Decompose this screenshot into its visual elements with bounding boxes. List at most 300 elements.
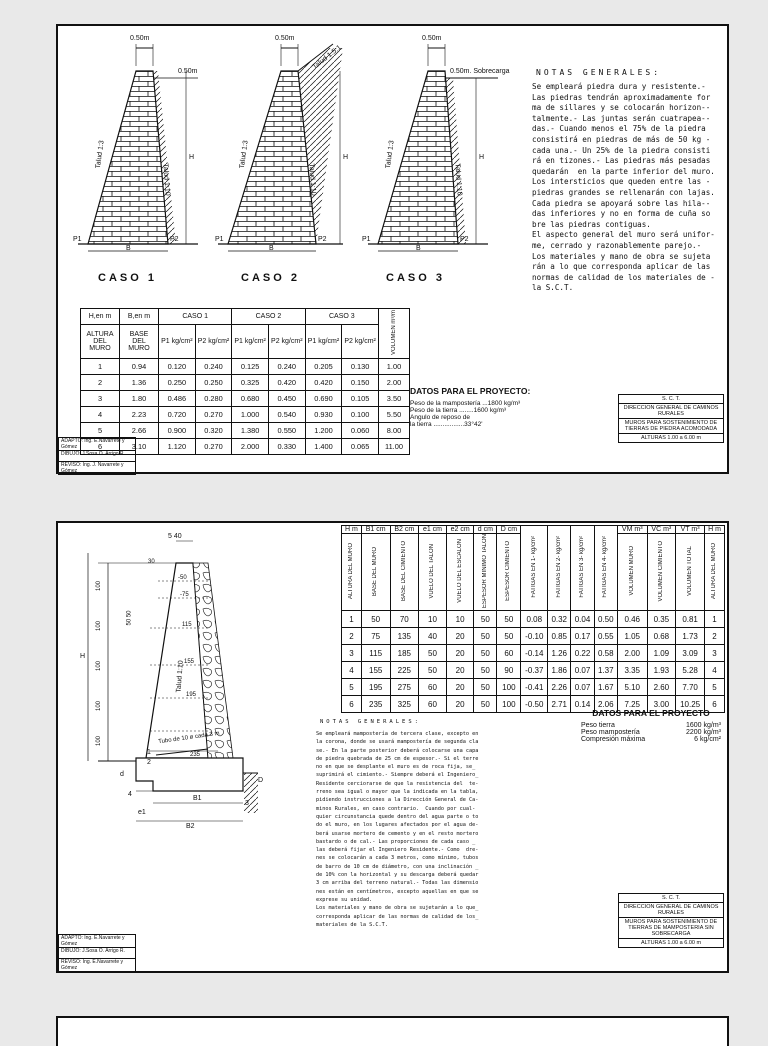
table-cell: 0.04 xyxy=(571,611,594,628)
signature-name: Ing. E.Navarrete y Gómez xyxy=(61,438,125,450)
table-cell: 0.550 xyxy=(268,423,305,439)
notes-title-2: NOTAS GENERALES: xyxy=(320,719,421,725)
table-cell: 5.50 xyxy=(379,407,410,423)
table-cell: 6 xyxy=(342,696,362,713)
table-cell: 0.540 xyxy=(268,407,305,423)
table-cell: 0.58 xyxy=(594,645,617,662)
table-cell: 5 xyxy=(705,679,725,696)
table-cell: -0.37 xyxy=(521,662,548,679)
dim-100-c: 100 xyxy=(96,660,103,672)
table-cell: 0.250 xyxy=(195,375,232,391)
table-row xyxy=(342,611,725,628)
table-cell: 3 xyxy=(342,645,362,662)
table-cell: 7.70 xyxy=(676,679,705,696)
table-cell: 115 xyxy=(361,645,390,662)
table-cell: 0.320 xyxy=(195,423,232,439)
table-cell: 90 xyxy=(497,662,521,679)
table-cell: 0.32 xyxy=(548,611,571,628)
point-3: 3 xyxy=(245,800,249,807)
b-label-3: B xyxy=(416,245,421,252)
notes-title-1: NOTAS GENERALES: xyxy=(536,68,662,77)
table-cell: 235 xyxy=(361,696,390,713)
table-header-cell: P1 kg/cm² xyxy=(305,325,342,359)
tubo-label: Tubo de 10 ø cada 3 m xyxy=(157,730,220,746)
signature-block-1 xyxy=(58,437,136,475)
table-header-row xyxy=(81,309,410,325)
table-cell: 1.000 xyxy=(232,407,269,423)
table-cell: -0.10 xyxy=(521,628,548,645)
table-header-cell: CASO 3 xyxy=(305,309,378,325)
table-cell: 0.060 xyxy=(342,423,379,439)
title-block-1 xyxy=(618,394,724,443)
table-header-cell xyxy=(676,534,705,611)
table-header-cell: P1 kg/cm² xyxy=(232,325,269,359)
title-block-range: ALTURAS 1.00 a 6.00 m xyxy=(640,940,702,946)
table-cell: 50 xyxy=(474,628,497,645)
table-header-label: VUELO DEL ESCALON xyxy=(456,539,463,603)
b-label-1: B xyxy=(126,245,131,252)
table-cell: 0.130 xyxy=(342,359,379,375)
table-cell: 2 xyxy=(81,375,120,391)
table-cell: 2 xyxy=(342,628,362,645)
table-cell: 10 xyxy=(446,611,474,628)
notes-body-1: Se empleará piedra dura y resistente.- Las piedras tendrán aproximadamente for ma de sillares y se colocarán horizon-- talmente.- Las juntas serán cuatrapea-- das.- Cuando menos el 75% de la piedra consistirá en piedras de más de 50 kg - cada una.- Un 25% de la piedra consisti rá en tizones.- Las piedras más pesadas quedarán en la parte inferior del muro. Los intersticios que queden entre las - piedras grandes se rellenarán con lajas. Cada piedra se apoyará sobre las hila-- das inferiores y no en forma de cuña so bre las piedras contiguas. El aspecto general del muro será unifor- me, cerrado y razonablemente parejo.- Los materiales y mano de obra se sujeta rán a lo que corresponda aplicar de las normas de calidad de los materiales de - la S.C.T. xyxy=(532,82,715,293)
signature-row xyxy=(59,462,136,475)
talud-front-label-1: Talud 1:3 xyxy=(94,139,106,170)
table-header-label: VOLUMEN CIMIENTO xyxy=(657,540,664,602)
table-header-cell: BASE DEL MURO xyxy=(120,325,159,359)
table-cell: 5.28 xyxy=(676,662,705,679)
table-cell: 0.420 xyxy=(305,375,342,391)
title-block-sct: S. C. T. xyxy=(619,395,723,404)
point-1: 1 xyxy=(147,749,151,756)
table-cell: 0.720 xyxy=(159,407,196,423)
dim-top-width-2: 0.50m xyxy=(275,35,295,42)
table-header-cell xyxy=(594,526,617,611)
datos-proyecto-1 xyxy=(410,386,590,428)
signature-name: Ing. E.Navarrete y Gómez xyxy=(61,935,125,947)
table-cell: 1.86 xyxy=(548,662,571,679)
table-cell: 50 xyxy=(497,628,521,645)
p1-label-1: P1 xyxy=(73,236,82,243)
table-row xyxy=(342,645,725,662)
talud-front-label-3: Talud 1:3 xyxy=(384,139,396,170)
table-header-cell xyxy=(571,526,594,611)
tick-155: 155 xyxy=(184,659,195,665)
table-cell: 0.68 xyxy=(647,628,676,645)
table-header-cell: P2 kg/cm² xyxy=(342,325,379,359)
tick-75: -75 xyxy=(180,592,189,598)
table-cell: 50 xyxy=(474,679,497,696)
notes-body-2: Se empleará mampostería de tercera clase, excepto en la corona, donde se usará mampostería de segunda cla se.- En la parte posterior deberá colocarse una capa de piedra quebrada de 25 cm de espesor.- Si el terre no en que se desplante el muro es de roca fija, se_ suprimirá el cimiento.- Siempre deberá el Ingeniero_ Residente cerciorarse de que la resistencia del te- rreno sea igual o mayor que la indicada en la tabla, pidiendo instrucciones a la Dirección General de Ca- minos Rurales, en caso contrario. Cuando por cual- quier circunstancia quede dentro del agua parte o to do el muro, en los lugares afectados por el agua de- berá usarse mortero de cemento y en el resto mortero bastardo o de cal.- Las proporciones de cada caso _ las deberá fijar el Ingeniero Residente.- Como dre- nes se colocarán a cada 3 metros, como mínimo, tubos de barro de 10 cm de diámetro, con una inclinación _ de 10% con la horizontal y su descarga deberá quedar 3 cm arriba del terreno natural.- Todas las dimensio nes están en centímetros, excepto aquellas en que se exprese su unidad. Los materiales y mano de obra se sujetarán a lo que_ corresponda aplicar de las normas de calidad de los_ materiales de la S.C.T. xyxy=(316,731,479,928)
table-cell: 0.17 xyxy=(571,628,594,645)
table-header-cell xyxy=(419,534,447,611)
table-header-cell xyxy=(647,534,676,611)
title-block-direccion: DIRECCION GENERAL DE CAMINOS RURALES xyxy=(619,903,723,918)
table-cell: 0.205 xyxy=(305,359,342,375)
table-cell: 50 xyxy=(419,645,447,662)
signature-role: ADAPTO: xyxy=(61,438,83,444)
table-cell: 60 xyxy=(497,645,521,662)
table-cell: 50 xyxy=(419,662,447,679)
table-header-label: FATIGAS EN 3- kg/cm² xyxy=(579,536,586,598)
datos-proyecto-key: Peso mampostería xyxy=(581,729,640,736)
table-cell: 20 xyxy=(446,662,474,679)
p1-label-2: P1 xyxy=(215,236,224,243)
table-header-cell: H,en m xyxy=(81,309,120,325)
table-cell: 325 xyxy=(390,696,419,713)
table-header-cell: H m xyxy=(342,526,362,534)
datos-proyecto-lines xyxy=(581,722,721,743)
table-cell: 50 xyxy=(497,611,521,628)
table-cell: 11.00 xyxy=(379,439,410,455)
table-cell: 1.380 xyxy=(232,423,269,439)
table-cell: 135 xyxy=(390,628,419,645)
signature-name: Ing. J. Navarrete y Gómez xyxy=(61,462,124,474)
table-cell: 2.000 xyxy=(232,439,269,455)
table-header-cell: VM m³ xyxy=(617,526,647,534)
table-cell: -0.41 xyxy=(521,679,548,696)
table-cell: 0.46 xyxy=(617,611,647,628)
table-cell: 0.420 xyxy=(268,375,305,391)
dim-30: 30 xyxy=(148,559,155,565)
table-cell: 5 xyxy=(342,679,362,696)
dim-H: H xyxy=(80,653,86,660)
datos-proyecto-line xyxy=(581,722,721,729)
table-cell: 1.73 xyxy=(676,628,705,645)
dim-100-d: 100 xyxy=(96,700,103,712)
table-cell: 0.81 xyxy=(676,611,705,628)
table-cell: 0.85 xyxy=(548,628,571,645)
table-cell: 3.35 xyxy=(617,662,647,679)
table-header-label: FATIGAS EN 4- kg/cm² xyxy=(602,536,609,598)
talud-slope-label-2: Talud 1.5:1 xyxy=(311,44,343,71)
table-cell: -0.14 xyxy=(521,645,548,662)
signature-role: REVISO: xyxy=(61,462,82,468)
table-cell: 1.37 xyxy=(594,662,617,679)
table-cell: 20 xyxy=(446,628,474,645)
tick-235: 235 xyxy=(190,752,201,758)
signature-row xyxy=(59,451,136,462)
sobrecarga-label: 0.50m. Sobrecarga xyxy=(450,68,510,75)
table-header-cell: H m xyxy=(705,526,725,534)
table-cell: 2.66 xyxy=(120,423,159,439)
table-cell: 2.06 xyxy=(594,696,617,713)
tick-195: 195 xyxy=(186,692,197,698)
table-cell: 1.26 xyxy=(548,645,571,662)
table-cell: 155 xyxy=(361,662,390,679)
table-cell: 0.55 xyxy=(594,628,617,645)
table-cell: 1 xyxy=(705,611,725,628)
p2-label-3: P2 xyxy=(460,236,469,243)
table-cell: 0.065 xyxy=(342,439,379,455)
table-cell: 50 xyxy=(474,645,497,662)
table-cell: 70 xyxy=(390,611,419,628)
table-cell: 2.26 xyxy=(548,679,571,696)
table-cell: 20 xyxy=(446,679,474,696)
table-header-cell xyxy=(497,534,521,611)
table-cell: 3 xyxy=(81,391,120,407)
table-cell: 60 xyxy=(419,696,447,713)
table-header-cell xyxy=(548,526,571,611)
signature-role: REVISO: xyxy=(61,959,82,965)
datos-proyecto-line: Peso de la tierra ........1600 kg/m³ xyxy=(410,407,507,414)
table-cell: 1.00 xyxy=(379,359,410,375)
title-block-subject: MUROS PARA SOSTENIMIENTO DE TIERRAS DE MAMPOSTERIA SIN SOBRECARGA xyxy=(619,918,723,939)
signature-name: J.Sosa O. Arrigo R. xyxy=(82,451,125,457)
datos-proyecto-line xyxy=(581,736,721,743)
table-cell: 2 xyxy=(705,628,725,645)
table-header-cell: ALTURA DEL MURO xyxy=(81,325,120,359)
table-header-cell: D cm xyxy=(497,526,521,534)
table-cell: 100 xyxy=(497,679,521,696)
table-cell: 8.00 xyxy=(379,423,410,439)
talud-front-label-2: Talud 1:3 xyxy=(238,139,250,170)
title-block-range: ALTURAS 1.00 a 6.00 m xyxy=(640,435,702,441)
table-cell: 1.80 xyxy=(120,391,159,407)
table-header-cell xyxy=(361,534,390,611)
drawing-sheet-1 xyxy=(56,24,729,474)
table-cell: 0.07 xyxy=(571,662,594,679)
table-cell: 0.07 xyxy=(571,679,594,696)
dim-e1: e1 xyxy=(138,809,146,816)
table-cell: 2.23 xyxy=(120,407,159,423)
table-cell: 0.680 xyxy=(232,391,269,407)
datos-proyecto-line: Angulo de reposo de xyxy=(410,414,470,421)
datos-proyecto-title: DATOS PARA EL PROYECTO xyxy=(592,708,710,718)
table-header-label: ALTURA DEL MURO xyxy=(347,543,354,600)
table-header-cell xyxy=(705,534,725,611)
table-cell: 195 xyxy=(361,679,390,696)
datos-proyecto-title: DATOS PARA EL PROYECTO: xyxy=(410,386,531,396)
signature-role: DIBUJO: xyxy=(61,451,81,457)
wall-caso-1 xyxy=(78,44,198,251)
table-cell: 3.09 xyxy=(676,645,705,662)
table-cell: 1.67 xyxy=(594,679,617,696)
table-header-label: VOLUMEN MURO xyxy=(628,546,635,596)
table-cell: 3.50 xyxy=(379,391,410,407)
table-cell: 0.250 xyxy=(159,375,196,391)
table-header-cell: VOLUMEN m³/m xyxy=(390,310,397,355)
table-cell: 0.35 xyxy=(647,611,676,628)
table-cell: 5.10 xyxy=(617,679,647,696)
title-block-subject: MUROS PARA SOSTENIMIENTO DE TIERRAS DE PIEDRA ACOMODADA xyxy=(619,419,723,434)
drawing-sheet-2 xyxy=(56,521,729,973)
table-row xyxy=(81,359,410,375)
table-cell: 1 xyxy=(342,611,362,628)
table-body xyxy=(342,611,725,713)
table-header-label: ESPESOR MINIMO TALON xyxy=(481,534,488,609)
table-header-label: BASE DEL MURO xyxy=(372,546,379,596)
table-header-cell: P2 kg/cm² xyxy=(195,325,232,359)
table-header-cell: e2 cm xyxy=(446,526,474,534)
table-header-cell: B2 cm xyxy=(390,526,419,534)
table-cell: 1.120 xyxy=(159,439,196,455)
table-cell: 0.270 xyxy=(195,407,232,423)
table-cell: 1.05 xyxy=(617,628,647,645)
table-cell: 2.71 xyxy=(548,696,571,713)
table-cell: 0.50 xyxy=(594,611,617,628)
table-cell: 0.900 xyxy=(159,423,196,439)
datos-proyecto-key: Compresión máxima xyxy=(581,736,646,743)
table-cell: 0.330 xyxy=(268,439,305,455)
table-header-cell: P2 kg/cm² xyxy=(268,325,305,359)
signature-row xyxy=(59,959,136,972)
dim-top-width-3: 0.50m xyxy=(422,35,442,42)
table-cell: 0.120 xyxy=(159,359,196,375)
datos-proyecto-value: 6 kg/cm² xyxy=(694,736,721,743)
table-cell: 6 xyxy=(81,439,120,455)
table-cell: 7.25 xyxy=(617,696,647,713)
wall-caso-2 xyxy=(218,44,343,251)
title-block-sct: S. C. T. xyxy=(619,894,723,903)
talud-label-2: Talud 1:10 xyxy=(175,660,185,693)
table-cell: 6 xyxy=(705,696,725,713)
point-4: 4 xyxy=(128,791,132,798)
dim-100-e: 100 xyxy=(96,735,103,747)
table-row xyxy=(342,628,725,645)
signature-row xyxy=(59,935,136,948)
table-cell: 185 xyxy=(390,645,419,662)
talud-back-label-1: Talud 1:10 xyxy=(161,163,171,196)
table-cell: 3 xyxy=(705,645,725,662)
dim-100-b: 100 xyxy=(96,620,103,632)
table-row xyxy=(81,407,410,423)
p2-label-2: P2 xyxy=(318,236,327,243)
table-cell: 75 xyxy=(361,628,390,645)
caso-2-title: CASO 2 xyxy=(241,272,300,284)
datos-proyecto-line xyxy=(581,729,721,736)
signature-role: ADAPTO: xyxy=(61,935,83,941)
table-cell: 1.09 xyxy=(647,645,676,662)
table-header-cell: CASO 2 xyxy=(232,309,305,325)
dim-B1: B1 xyxy=(193,795,202,802)
table-cell: 3.10 xyxy=(120,439,159,455)
table-cell: 10.25 xyxy=(676,696,705,713)
datos-proyecto-value: 2200 kg/m³ xyxy=(685,729,721,736)
table-cell: 20 xyxy=(446,645,474,662)
p2-label-1: P2 xyxy=(170,236,179,243)
table-cell: 1.200 xyxy=(305,423,342,439)
datos-proyecto-value: 1600 kg/m³ xyxy=(685,722,721,729)
retaining-wall-drawing-mamposteria xyxy=(58,523,318,823)
table-header-cell xyxy=(342,534,362,611)
table-cell: 1 xyxy=(81,359,120,375)
signature-row xyxy=(59,948,136,959)
table-cell: 4 xyxy=(81,407,120,423)
table-row xyxy=(81,375,410,391)
p1-label-3: P1 xyxy=(362,236,371,243)
table-cell: 4 xyxy=(705,662,725,679)
dim-height-2: H xyxy=(343,154,349,161)
talud-back-label-2: Talud 1:10 xyxy=(307,163,317,196)
table-header-cell xyxy=(390,534,419,611)
table-cell: 1.400 xyxy=(305,439,342,455)
datos-proyecto-2 xyxy=(581,708,721,743)
table-row xyxy=(81,391,410,407)
table-header-cell: P1 kg/cm² xyxy=(159,325,196,359)
datos-proyecto-line: Peso de la mampostería ...1800 kg/m³ xyxy=(410,400,521,407)
signature-role: DIBUJO: xyxy=(61,948,81,954)
table-cell: 50 xyxy=(474,662,497,679)
tick-50: -50 xyxy=(178,575,187,581)
table-cell: 20 xyxy=(446,696,474,713)
table-cell: 1.93 xyxy=(647,662,676,679)
table-header-cell xyxy=(521,526,548,611)
table-cell: 225 xyxy=(390,662,419,679)
dim-D: D xyxy=(258,777,264,784)
table-header-label: VOLUMEN TOTAL xyxy=(686,546,693,597)
table-header-cell: e1 cm xyxy=(419,526,447,534)
table-header-label: ALTURA DEL MURO xyxy=(711,543,718,600)
dim-side-width-1: 0.50m xyxy=(178,68,198,75)
table-cell: -0.50 xyxy=(521,696,548,713)
signature-name: Ing. E.Navarrete y Gómez xyxy=(61,959,123,971)
dimensions-table-1 xyxy=(80,308,410,455)
table-header-cell: B,en m xyxy=(120,309,159,325)
table-cell: 60 xyxy=(419,679,447,696)
table-cell: 2.00 xyxy=(617,645,647,662)
table-cell: 0.14 xyxy=(571,696,594,713)
table-cell: 0.08 xyxy=(521,611,548,628)
table-cell: 40 xyxy=(419,628,447,645)
table-cell: 0.280 xyxy=(195,391,232,407)
table-cell: 0.94 xyxy=(120,359,159,375)
datos-proyecto-key: Peso tierra xyxy=(581,722,615,729)
table-header-label: BASE DEL CIMIENTO xyxy=(400,541,407,602)
table-cell: 1.36 xyxy=(120,375,159,391)
table-header-cell: VC m³ xyxy=(647,526,676,534)
table-header-cell xyxy=(617,534,647,611)
table-cell: 4 xyxy=(342,662,362,679)
table-cell: 50 xyxy=(361,611,390,628)
table-cell: 2.60 xyxy=(647,679,676,696)
table-header-label: FATIGAS EN 2- kg/cm² xyxy=(555,536,562,598)
signature-block-2 xyxy=(58,934,136,972)
dim-top-corona: 5 40 xyxy=(168,533,182,540)
signature-row xyxy=(59,438,136,451)
table-cell: 0.125 xyxy=(232,359,269,375)
table-header-cell: VT m³ xyxy=(676,526,705,534)
table-header-cell xyxy=(446,534,474,611)
title-block-2 xyxy=(618,893,724,948)
table-header-cell: CASO 1 xyxy=(159,309,232,325)
table-cell: 3.00 xyxy=(647,696,676,713)
dim-50-50: 50 50 xyxy=(126,610,133,626)
table-cell: 100 xyxy=(497,696,521,713)
table-cell: 0.240 xyxy=(195,359,232,375)
drawing-sheet-3-partial xyxy=(56,1016,729,1046)
table-cell: 0.450 xyxy=(268,391,305,407)
table-cell: 0.270 xyxy=(195,439,232,455)
dim-height-3: H xyxy=(479,154,485,161)
datos-proyecto-line: la tierra .................33°42' xyxy=(410,421,483,428)
table-cell: 0.22 xyxy=(571,645,594,662)
caso-1-title: CASO 1 xyxy=(98,272,157,284)
dim-B2: B2 xyxy=(186,823,195,830)
tick-115: 115 xyxy=(182,622,192,628)
table-header-label: VUELO DEL TALON xyxy=(428,543,435,599)
signature-name: J.Sosa O. Arrigo R. xyxy=(82,948,125,954)
table-cell: 50 xyxy=(474,696,497,713)
dimensions-table-2 xyxy=(341,525,725,713)
table-cell: 10 xyxy=(419,611,447,628)
table-cell: 0.690 xyxy=(305,391,342,407)
table-cell: 0.325 xyxy=(232,375,269,391)
table-cell: 0.240 xyxy=(268,359,305,375)
table-row xyxy=(342,679,725,696)
table-subheader-row xyxy=(81,325,410,359)
